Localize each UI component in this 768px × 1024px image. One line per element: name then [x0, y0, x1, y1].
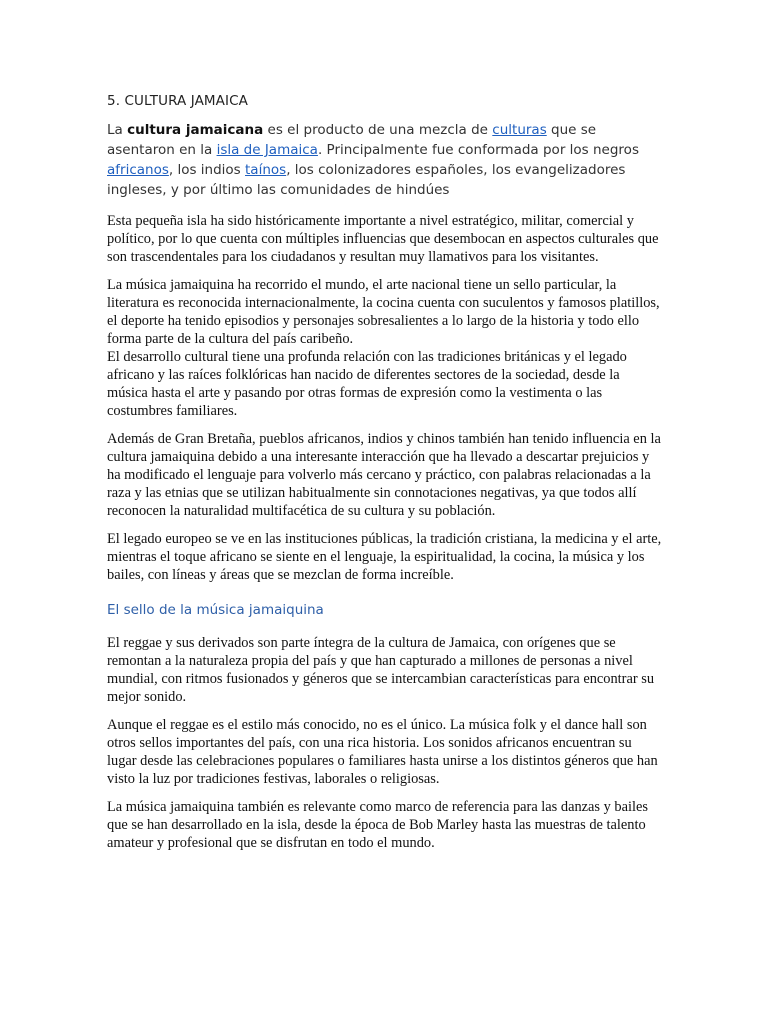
body-paragraph: Esta pequeña isla ha sido históricamente importante a nivel estratégico, militar, comercial y político, por lo que cuenta con múltiples influencias que desembocan en aspectos culturales que son trascendentales para los ciudadanos y resultan muy llamativos para los visitantes.: [107, 213, 659, 265]
body-paragraph: La música jamaiquina ha recorrido el mundo, el arte nacional tiene un sello particular, la literatura es reconocida internacionalmente, la cocina cuenta con suculentos y famosos platillos, el deporte ha tenido episodios y personajes sobresalientes a lo largo de la historia y todo ello forma parte de la cultura del país caribeño.: [107, 277, 660, 347]
intro-text: , los colonizadores españoles, los evangelizadores ingleses, y por último las comunidades de hindúes: [107, 162, 626, 198]
page-title: 5. CULTURA JAMAICA: [107, 93, 248, 109]
link-culturas[interactable]: culturas: [492, 122, 547, 138]
music-paragraph: El reggae y sus derivados son parte íntegra de la cultura de Jamaica, con orígenes que se remontan a la naturaleza propia del país y que han capturado a millones de personas a nivel mundial, con ritmos fusionados y géneros que se intercambian características para encontrar su mejor sonido.: [107, 635, 655, 705]
section-subheading: El sello de la música jamaiquina: [107, 602, 324, 618]
intro-text: , los indios: [168, 162, 246, 178]
body-paragraph: Además de Gran Bretaña, pueblos africanos, indios y chinos también han tenido influencia en la cultura jamaiquina debido a una interesante interacción que ha llevado a descartar prejuicios y ha modificado el lenguaje para volverlo más cercano y práctico, con palabras relacionadas a la raza y las etnias que se utilizan habitualmente sin connotaciones negativas, ya que todos allí reconocen la naturalidad multifacética de su cultura y su población.: [107, 431, 661, 519]
body-paragraph: El legado europeo se ve en las instituciones públicas, la tradición cristiana, la medicina y el arte, mientras el toque africano se siente en el lenguaje, la espiritualidad, la cocina, la música y los bailes, con líneas y áreas que se mezclan de forma increíble.: [107, 531, 662, 583]
intro-text: que se asentaron en la: [107, 122, 597, 158]
document-page: [107, 93, 662, 862]
music-paragraph: Aunque el reggae es el estilo más conocido, no es el único. La música folk y el dance hall son otros sellos importantes del país, con una rica historia. Los sonidos africanos encuentran su lugar desde las celebraciones populares o familiares hasta unirse a los distintos géneros que han visto la luz por tradiciones festivas, laborales o religiosas.: [107, 717, 658, 787]
link-tainos[interactable]: taínos: [245, 162, 287, 178]
body-paragraph: El desarrollo cultural tiene una profunda relación con las tradiciones británicas y el legado africano y las raíces folklóricas han nacido de diferentes sectores de la sociedad, desde la música hasta el arte y pasando por otras formas de expresión como la vestimenta o las costumbres familiares.: [107, 349, 627, 419]
link-africanos[interactable]: africanos: [107, 162, 169, 178]
intro-text: es el producto de una mezcla de: [263, 122, 493, 138]
intro-bold-term: cultura jamaicana: [127, 122, 264, 138]
intro-paragraph: [107, 120, 662, 200]
intro-text: . Principalmente fue conformada por los negros: [317, 142, 639, 158]
intro-text: La: [107, 122, 128, 138]
music-paragraph: La música jamaiquina también es relevante como marco de referencia para las danzas y bailes que se han desarrollado en la isla, desde la época de Bob Marley hasta las muestras de talento amateur y profesional que se disfrutan en todo el mundo.: [107, 799, 648, 851]
link-isla-de-jamaica[interactable]: isla de Jamaica: [216, 142, 318, 158]
